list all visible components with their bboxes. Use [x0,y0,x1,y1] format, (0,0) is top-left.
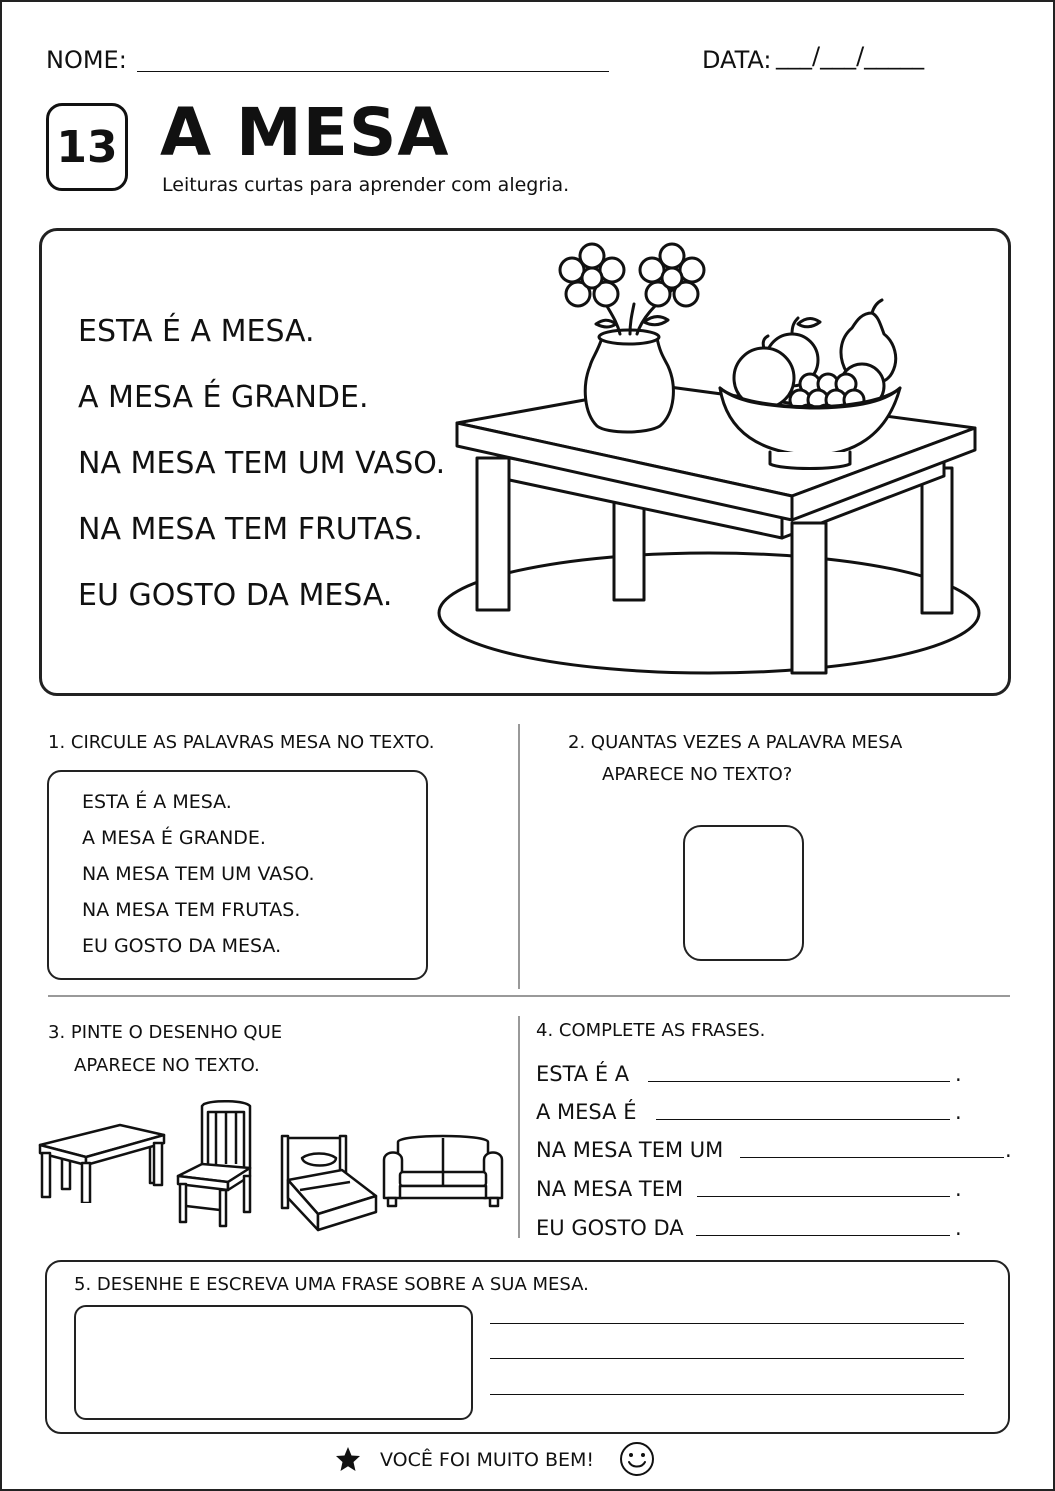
lesson-number-badge [46,103,128,191]
flower-left [560,244,624,306]
smiley-face-icon [618,1440,656,1478]
reading-line: EU GOSTO DA MESA. [78,578,393,613]
sentence-period: . [955,1100,962,1124]
vertical-divider-bottom [518,1016,520,1238]
vase-shape [585,338,673,432]
question-2-prompt-line-2: APARECE NO TEXTO? [602,764,793,785]
star-icon [335,1446,361,1472]
bed-icon[interactable] [280,1134,382,1234]
sentence-start: NA MESA TEM [536,1177,684,1201]
answer-line[interactable] [697,1175,950,1197]
writing-line-1[interactable] [490,1302,964,1324]
footer-message: VOCÊ FOI MUITO BEM! [380,1449,595,1471]
question-4-prompt: 4. COMPLETE AS FRASES. [536,1020,766,1041]
sentence-start: ESTA É A [536,1062,630,1086]
question-1-line[interactable]: EU GOSTO DA MESA. [82,935,282,957]
date-field-blank[interactable]: ___/___/_____ [776,42,925,70]
sentence-period: . [955,1216,962,1240]
reading-line: NA MESA TEM FRUTAS. [78,512,423,547]
reading-line: NA MESA TEM UM VASO. [78,446,446,481]
table-with-vase-and-fruit-illustration [432,238,1002,688]
question-5-prompt: 5. DESENHE E ESCREVA UMA FRASE SOBRE A SUA MESA. [74,1274,589,1295]
chair-icon[interactable] [174,1098,256,1228]
question-1-line[interactable]: NA MESA TEM UM VASO. [82,863,315,885]
question-1-text [82,791,315,971]
answer-line[interactable] [656,1098,950,1120]
table-icon[interactable] [36,1117,168,1203]
reading-line: ESTA É A MESA. [78,314,315,349]
writing-line-2[interactable] [490,1337,964,1359]
name-field-line[interactable] [137,46,609,72]
name-label: NOME: [46,46,127,74]
drawing-area[interactable] [74,1305,473,1420]
page-subtitle: Leituras curtas para aprender com alegria. [162,174,570,196]
question-3-prompt-line-1: 3. PINTE O DESENHO QUE [48,1022,283,1043]
answer-line[interactable] [740,1136,1004,1158]
horizontal-divider [48,995,1010,997]
sentence-start: NA MESA TEM UM [536,1138,724,1162]
question-1-line[interactable]: NA MESA TEM FRUTAS. [82,899,301,921]
flower-right [640,244,704,306]
vertical-divider-top [518,724,520,989]
date-label: DATA: [702,46,772,74]
sentence-period: . [955,1177,962,1201]
reading-line: A MESA É GRANDE. [78,380,369,415]
answer-line[interactable] [648,1060,950,1082]
reading-text [78,314,445,644]
question-2-answer-box[interactable] [683,825,804,961]
page-title: A MESA [160,94,450,171]
sentence-period: . [1005,1138,1012,1162]
rug-shape [439,553,979,673]
question-1-line[interactable]: ESTA É A MESA. [82,791,232,813]
question-1-line[interactable]: A MESA É GRANDE. [82,827,266,849]
answer-line[interactable] [696,1214,950,1236]
sentence-period: . [955,1062,962,1086]
question-2-prompt-line-1: 2. QUANTAS VEZES A PALAVRA MESA [568,732,903,753]
question-3-prompt-line-2: APARECE NO TEXTO. [74,1055,260,1076]
sentence-start: A MESA É [536,1100,637,1124]
sofa-icon[interactable] [380,1130,506,1210]
lesson-number: 13 [56,121,118,173]
writing-line-3[interactable] [490,1373,964,1395]
sentence-start: EU GOSTO DA [536,1216,684,1240]
question-1-prompt: 1. CIRCULE AS PALAVRAS MESA NO TEXTO. [48,732,435,753]
